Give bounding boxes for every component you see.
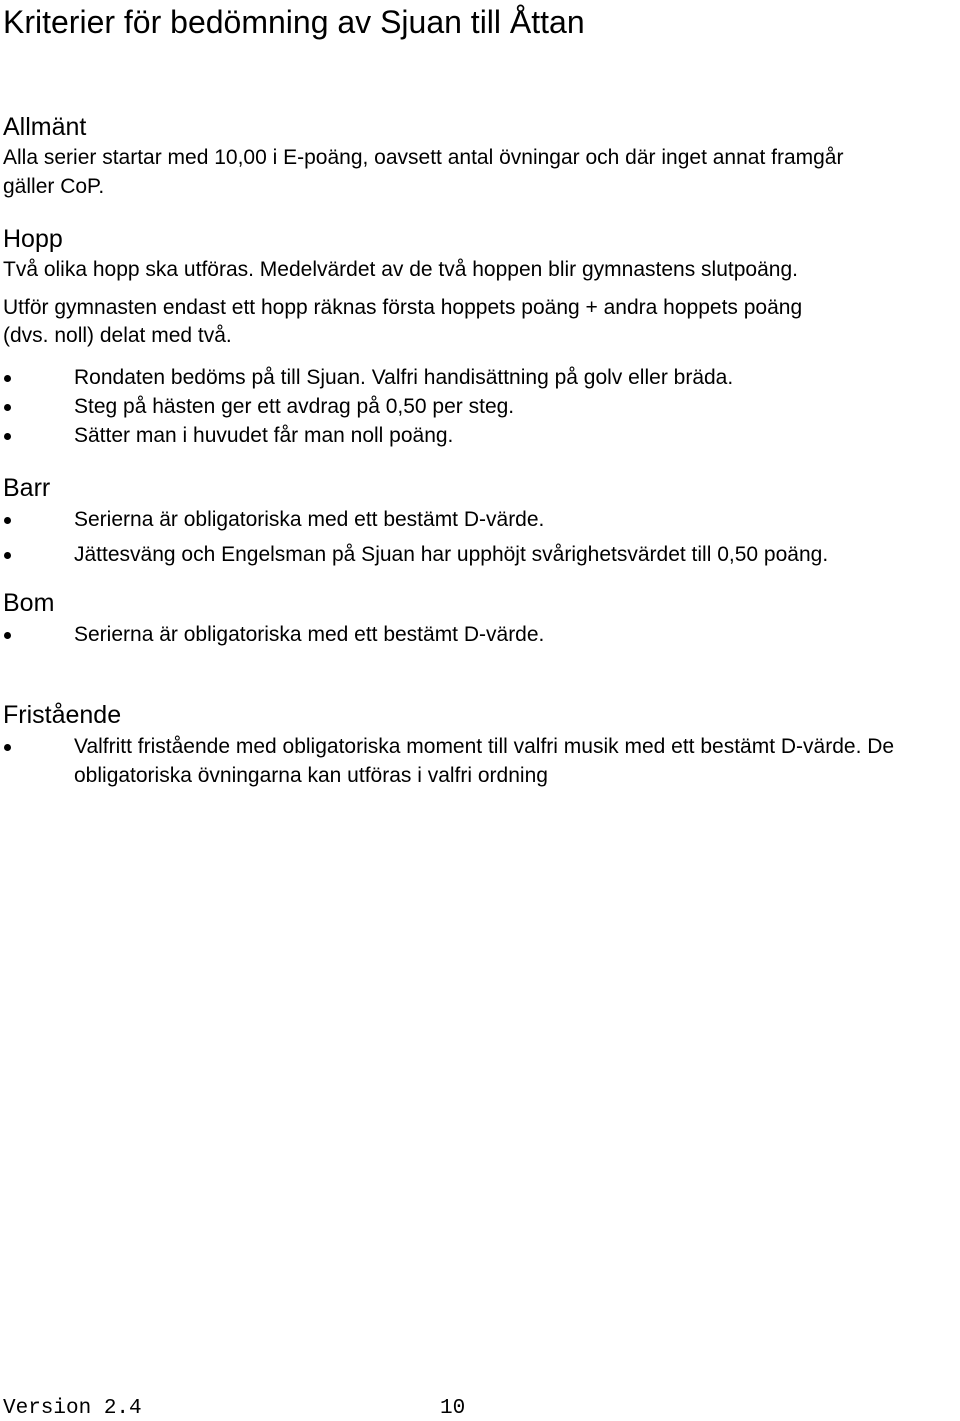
list-item-text: Jättesväng och Engelsman på Sjuan har upphöjt svårighetsvärdet till 0,50 poäng.	[74, 543, 829, 566]
section-heading-fristaende: Fristående	[3, 701, 122, 729]
page-title: Kriterier för bedömning av Sjuan till Åttan	[3, 4, 585, 40]
bullet-icon	[4, 744, 11, 751]
section-heading-barr: Barr	[3, 474, 51, 502]
allmant-text-line-1: Alla serier startar med 10,00 i E-poäng, oavsett antal övningar och där inget annat framgår	[3, 146, 844, 169]
list-item	[0, 540, 940, 569]
list-item	[0, 363, 940, 392]
list-item-text: Steg på hästen ger ett avdrag på 0,50 per steg.	[74, 395, 515, 418]
list-item-text: Serierna är obligatoriska med ett bestämt D-värde.	[74, 508, 545, 531]
section-heading-bom: Bom	[3, 589, 55, 617]
bullet-icon	[4, 552, 11, 559]
hopp-text-line-1: Två olika hopp ska utföras. Medelvärdet av de två hoppen blir gymnastens slutpoäng.	[3, 258, 798, 281]
bullet-icon	[4, 375, 11, 382]
list-item-text: Sätter man i huvudet får man noll poäng.	[74, 424, 454, 447]
hopp-text-line-3: (dvs. noll) delat med två.	[3, 324, 232, 347]
footer-version: Version 2.4	[3, 1397, 142, 1420]
bom-bullet-list	[0, 620, 940, 649]
bullet-icon	[4, 433, 11, 440]
list-item-text: Serierna är obligatoriska med ett bestämt D-värde.	[74, 623, 545, 646]
bullet-icon	[4, 632, 11, 639]
bullet-icon	[4, 517, 11, 524]
fristaende-bullet-list	[0, 732, 940, 790]
bullet-icon	[4, 404, 11, 411]
allmant-text-line-2: gäller CoP.	[3, 175, 105, 198]
list-item	[0, 421, 940, 450]
list-item-text: Valfritt fristående med obligatoriska moment till valfri musik med ett bestämt D-värde. De obligatoriska övningarna kan utföras i valfri ordning	[74, 735, 895, 787]
section-heading-hopp: Hopp	[3, 225, 63, 253]
list-item	[0, 392, 940, 421]
list-item	[0, 505, 940, 534]
barr-bullet-list	[0, 505, 940, 569]
section-heading-allmant: Allmänt	[3, 113, 87, 141]
hopp-text-line-2: Utför gymnasten endast ett hopp räknas första hoppets poäng + andra hoppets poäng	[3, 296, 803, 319]
list-item	[0, 620, 940, 649]
list-item-text: Rondaten bedöms på till Sjuan. Valfri handisättning på golv eller bräda.	[74, 366, 734, 389]
hopp-bullet-list	[0, 363, 940, 450]
footer-page-number: 10	[440, 1397, 466, 1420]
list-item	[0, 732, 914, 790]
